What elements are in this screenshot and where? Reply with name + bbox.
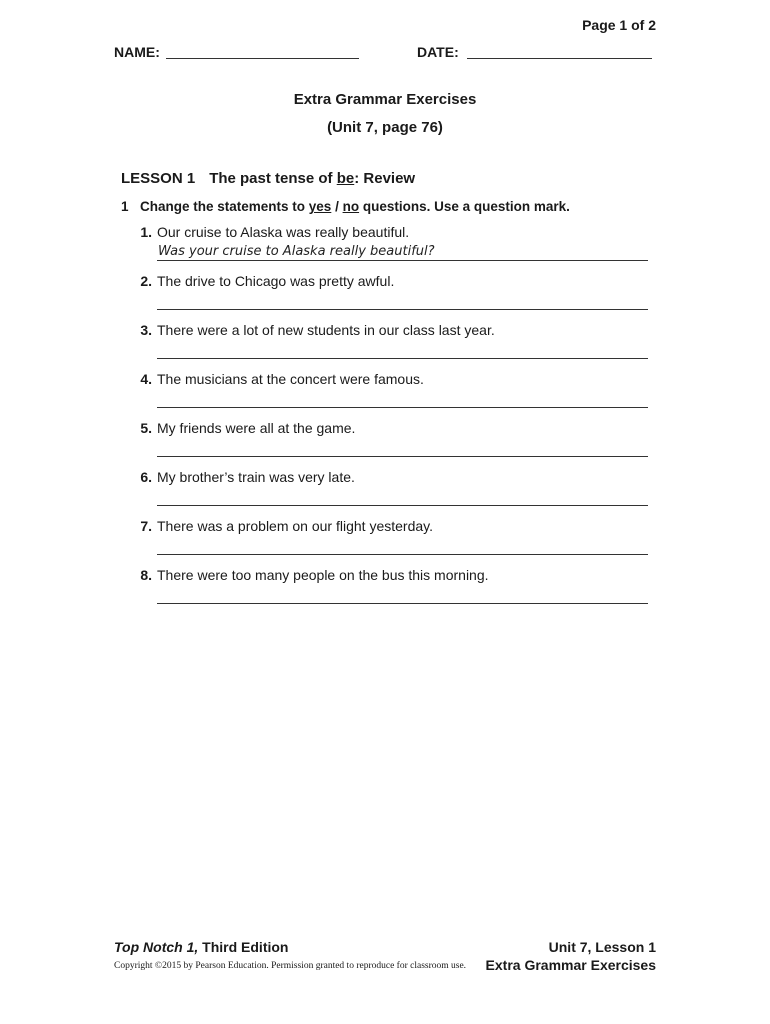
exercise-item-4 (136, 371, 648, 411)
lesson-number: LESSON 1 (121, 170, 196, 187)
item-number: 2. (140, 273, 152, 289)
lesson-title-be: be (336, 170, 355, 187)
footer-unit-lesson: Unit 7, Lesson 1 (548, 939, 656, 955)
answer-line[interactable] (157, 260, 648, 261)
instruction-text-2: questions. Use a question mark. (359, 199, 570, 214)
exercise-item-7 (136, 518, 648, 558)
exercise-item-2 (136, 273, 648, 313)
item-number: 6. (140, 469, 152, 485)
book-title (114, 939, 288, 955)
exercise-item-5 (136, 420, 648, 460)
exercise-item-3 (136, 322, 648, 362)
item-prompt: There was a problem on our flight yesterday. (157, 518, 433, 534)
footer-section: Extra Grammar Exercises (485, 957, 656, 973)
date-label: DATE: (417, 44, 459, 60)
item-prompt: The drive to Chicago was pretty awful. (157, 273, 395, 289)
book-name: Top Notch 1, (114, 939, 199, 955)
item-prompt: My brother’s train was very late. (157, 469, 355, 485)
item-number: 1. (140, 224, 152, 240)
answer-line[interactable] (157, 603, 648, 604)
exercise-item-1 (136, 224, 648, 264)
name-label: NAME: (114, 44, 160, 60)
exercise-number: 1 (121, 199, 129, 214)
lesson-title-suffix: : Review (354, 170, 416, 187)
name-field[interactable] (166, 44, 359, 59)
exercise-item-6 (136, 469, 648, 509)
item-prompt: There were a lot of new students in our class last year. (157, 322, 495, 338)
item-prompt: The musicians at the concert were famous. (157, 371, 424, 387)
exercise-item-8 (136, 567, 648, 607)
answer-line[interactable] (157, 505, 648, 506)
instruction-text-1: Change the statements to (140, 199, 309, 214)
page-number: Page 1 of 2 (582, 17, 656, 33)
item-prompt: Our cruise to Alaska was really beautiful. (157, 224, 410, 240)
lesson-title-prefix: The past tense of (209, 170, 337, 187)
instruction-no: no (342, 199, 360, 214)
lesson-heading (121, 170, 415, 187)
item-number: 4. (140, 371, 152, 387)
item-number: 3. (140, 322, 152, 338)
answer-line[interactable] (157, 456, 648, 457)
date-field[interactable] (467, 44, 652, 59)
instruction-slash: / (331, 199, 343, 214)
item-prompt: There were too many people on the bus this morning. (157, 567, 489, 583)
worksheet-title: Extra Grammar Exercises (293, 91, 477, 108)
item-prompt: My friends were all at the game. (157, 420, 356, 436)
answer-line[interactable] (157, 358, 648, 359)
answer-line[interactable] (157, 309, 648, 310)
book-edition: Third Edition (198, 939, 289, 955)
example-answer: Was your cruise to Alaska really beautiful? (158, 244, 435, 259)
instruction-yes: yes (308, 199, 332, 214)
exercise-instruction (121, 199, 570, 214)
worksheet-subtitle: (Unit 7, page 76) (327, 119, 443, 136)
answer-line[interactable] (157, 407, 648, 408)
item-number: 5. (140, 420, 152, 436)
item-number: 7. (140, 518, 152, 534)
answer-line[interactable] (157, 554, 648, 555)
copyright-notice: Copyright ©2015 by Pearson Education. Permission granted to reproduce for classroom use. (114, 961, 467, 971)
item-number: 8. (140, 567, 152, 583)
